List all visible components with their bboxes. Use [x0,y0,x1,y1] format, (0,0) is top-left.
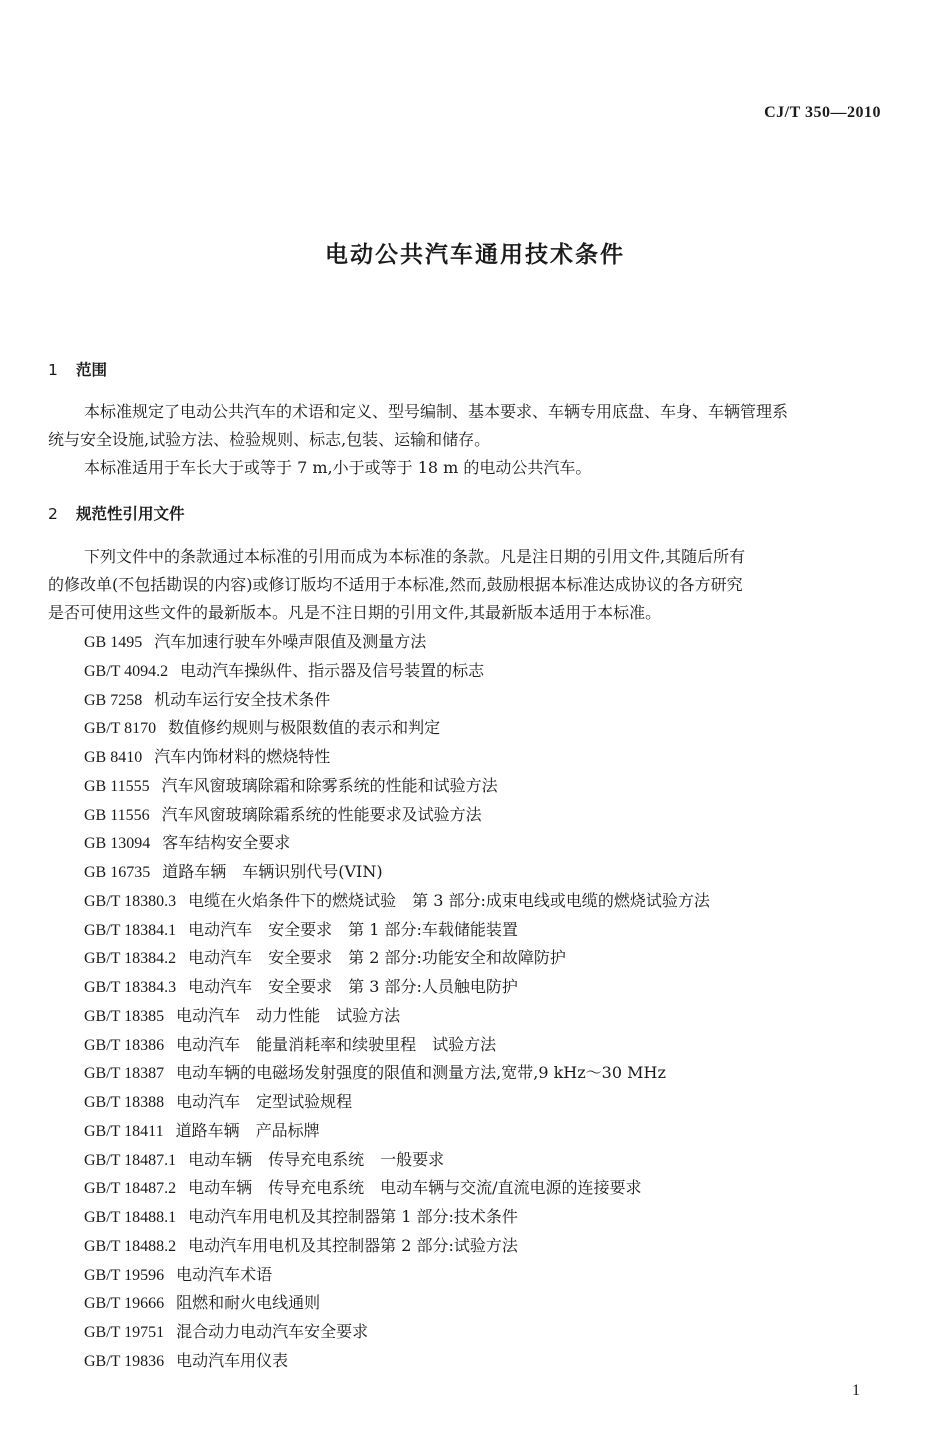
reference-code: GB/T 18488.2 [84,1237,177,1255]
reference-title: 电动汽车用电机及其控制器第 1 部分:技术条件 [188,1207,518,1226]
reference-code: GB/T 18386 [84,1036,165,1054]
reference-title: 汽车内饰材料的燃烧特性 [154,747,331,766]
paragraph-line: 本标准规定了电动公共汽车的术语和定义、型号编制、基本要求、车辆专用底盘、车身、车辆管理系 [84,402,789,421]
section-number: 2 [48,505,58,523]
paragraph-line: 统与安全设施,试验方法、检验规则、标志,包装、运输和储存。 [48,430,491,449]
paragraph-line: 的修改单(不包括勘误的内容)或修订版均不适用于本标准,然而,鼓励根据本标准达成协议的各方研究 [48,575,743,594]
reference-code: GB/T 18384.1 [84,921,177,939]
reference-code: GB 1495 [84,634,143,651]
reference-title: 电动汽车 安全要求 第 3 部分:人员触电防护 [188,977,518,996]
reference-item [84,1347,710,1376]
reference-item [84,1117,710,1146]
reference-item [84,887,710,916]
reference-code: GB/T 19596 [84,1266,165,1284]
reference-title: 电动车辆 传导充电系统 一般要求 [188,1149,445,1169]
reference-code: GB/T 18411 [84,1122,164,1140]
reference-item [84,1203,710,1232]
reference-code: GB 11555 [84,777,150,795]
reference-code: GB 7258 [84,691,143,709]
section-number: 1 [48,361,58,379]
page-number: 1 [852,1382,860,1399]
reference-code: GB/T 4094.2 [84,662,169,680]
reference-item [84,657,710,686]
reference-code: GB/T 18384.3 [84,979,177,996]
reference-title: 电动汽车操纵件、指示器及信号装置的标志 [180,660,485,680]
section-title: 规范性引用文件 [76,505,185,523]
reference-title: 电动汽车用仪表 [176,1350,289,1370]
reference-item [84,916,710,945]
standard-code: CJ/T 350—2010 [764,104,881,121]
reference-code: GB/T 18385 [84,1007,165,1025]
reference-item [84,944,710,973]
reference-code: GB/T 18488.1 [84,1209,177,1226]
reference-title: 电动汽车 能量消耗率和续驶里程 试验方法 [176,1034,497,1054]
paragraph-line: 是否可使用这些文件的最新版本。凡是不注日期的引用文件,其最新版本适用于本标准。 [48,603,662,622]
reference-title: 电动汽车 动力性能 试验方法 [176,1005,401,1025]
reference-title: 电动汽车术语 [176,1264,273,1284]
reference-item [84,1146,710,1175]
reference-code: GB/T 18384.2 [84,950,177,968]
section-2-body [48,543,888,627]
reference-title: 客车结构安全要求 [162,833,291,853]
reference-item [84,973,710,1002]
reference-code: GB 16735 [84,864,151,881]
reference-item [84,801,710,830]
reference-code: GB/T 19836 [84,1352,165,1370]
reference-code: GB/T 18380.3 [84,892,177,910]
reference-item [84,714,710,743]
reference-item [84,1059,710,1088]
reference-code: GB/T 18388 [84,1094,165,1111]
reference-title: 数值修约规则与极限数值的表示和判定 [168,718,441,738]
reference-item [84,858,710,887]
reference-code: GB/T 18487.2 [84,1180,177,1198]
reference-title: 电动车辆的电磁场发射强度的限值和测量方法,宽带,9 kHz～30 MHz [176,1063,666,1083]
reference-list [84,628,710,1376]
reference-title: 道路车辆 车辆识别代号(VIN) [162,862,383,881]
reference-title: 道路车辆 产品标牌 [175,1120,320,1140]
paragraph-line: 本标准适用于车长大于或等于 7 m,小于或等于 18 m 的电动公共汽车。 [84,458,592,477]
reference-item [84,686,710,715]
reference-item [84,1261,710,1290]
section-1-body [48,398,888,482]
reference-title: 机动车运行安全技术条件 [154,689,331,709]
reference-item [84,1232,710,1261]
reference-item [84,1174,710,1203]
reference-code: GB/T 18487.1 [84,1151,177,1169]
reference-item [84,1318,710,1347]
reference-code: GB/T 19751 [84,1324,165,1341]
paragraph-line: 下列文件中的条款通过本标准的引用而成为本标准的条款。凡是注日期的引用文件,其随后所有 [84,547,746,566]
reference-title: 电动车辆 传导充电系统 电动车辆与交流/直流电源的连接要求 [188,1178,642,1198]
reference-title: 汽车加速行驶车外噪声限值及测量方法 [154,632,427,651]
reference-title: 电缆在火焰条件下的燃烧试验 第 3 部分:成束电线或电缆的燃烧试验方法 [188,890,710,910]
reference-code: GB 13094 [84,835,151,853]
reference-title: 阻燃和耐火电线通则 [176,1293,321,1313]
reference-code: GB 8410 [84,749,143,766]
reference-item [84,829,710,858]
reference-code: GB/T 19666 [84,1295,165,1313]
reference-item [84,1088,710,1117]
reference-item [84,743,710,772]
reference-title: 电动汽车 安全要求 第 2 部分:功能安全和故障防护 [188,948,566,968]
reference-title: 电动汽车 安全要求 第 1 部分:车载储能装置 [188,919,518,939]
reference-code: GB/T 18387 [84,1065,165,1083]
reference-item [84,1031,710,1060]
reference-title: 电动汽车 定型试验规程 [176,1092,353,1111]
reference-title: 汽车风窗玻璃除霜系统的性能要求及试验方法 [161,804,482,824]
reference-title: 汽车风窗玻璃除霜和除雾系统的性能和试验方法 [161,775,498,795]
reference-item [84,628,710,657]
document-title: 电动公共汽车通用技术条件 [325,242,625,268]
reference-code: GB/T 8170 [84,720,157,738]
reference-title: 混合动力电动汽车安全要求 [176,1322,369,1341]
section-2-heading [48,502,185,524]
reference-item [84,772,710,801]
section-1-heading [48,358,107,380]
reference-item [84,1002,710,1031]
reference-title: 电动汽车用电机及其控制器第 2 部分:试验方法 [188,1235,518,1255]
reference-item [84,1289,710,1318]
section-title: 范围 [76,361,108,379]
reference-code: GB 11556 [84,806,150,824]
